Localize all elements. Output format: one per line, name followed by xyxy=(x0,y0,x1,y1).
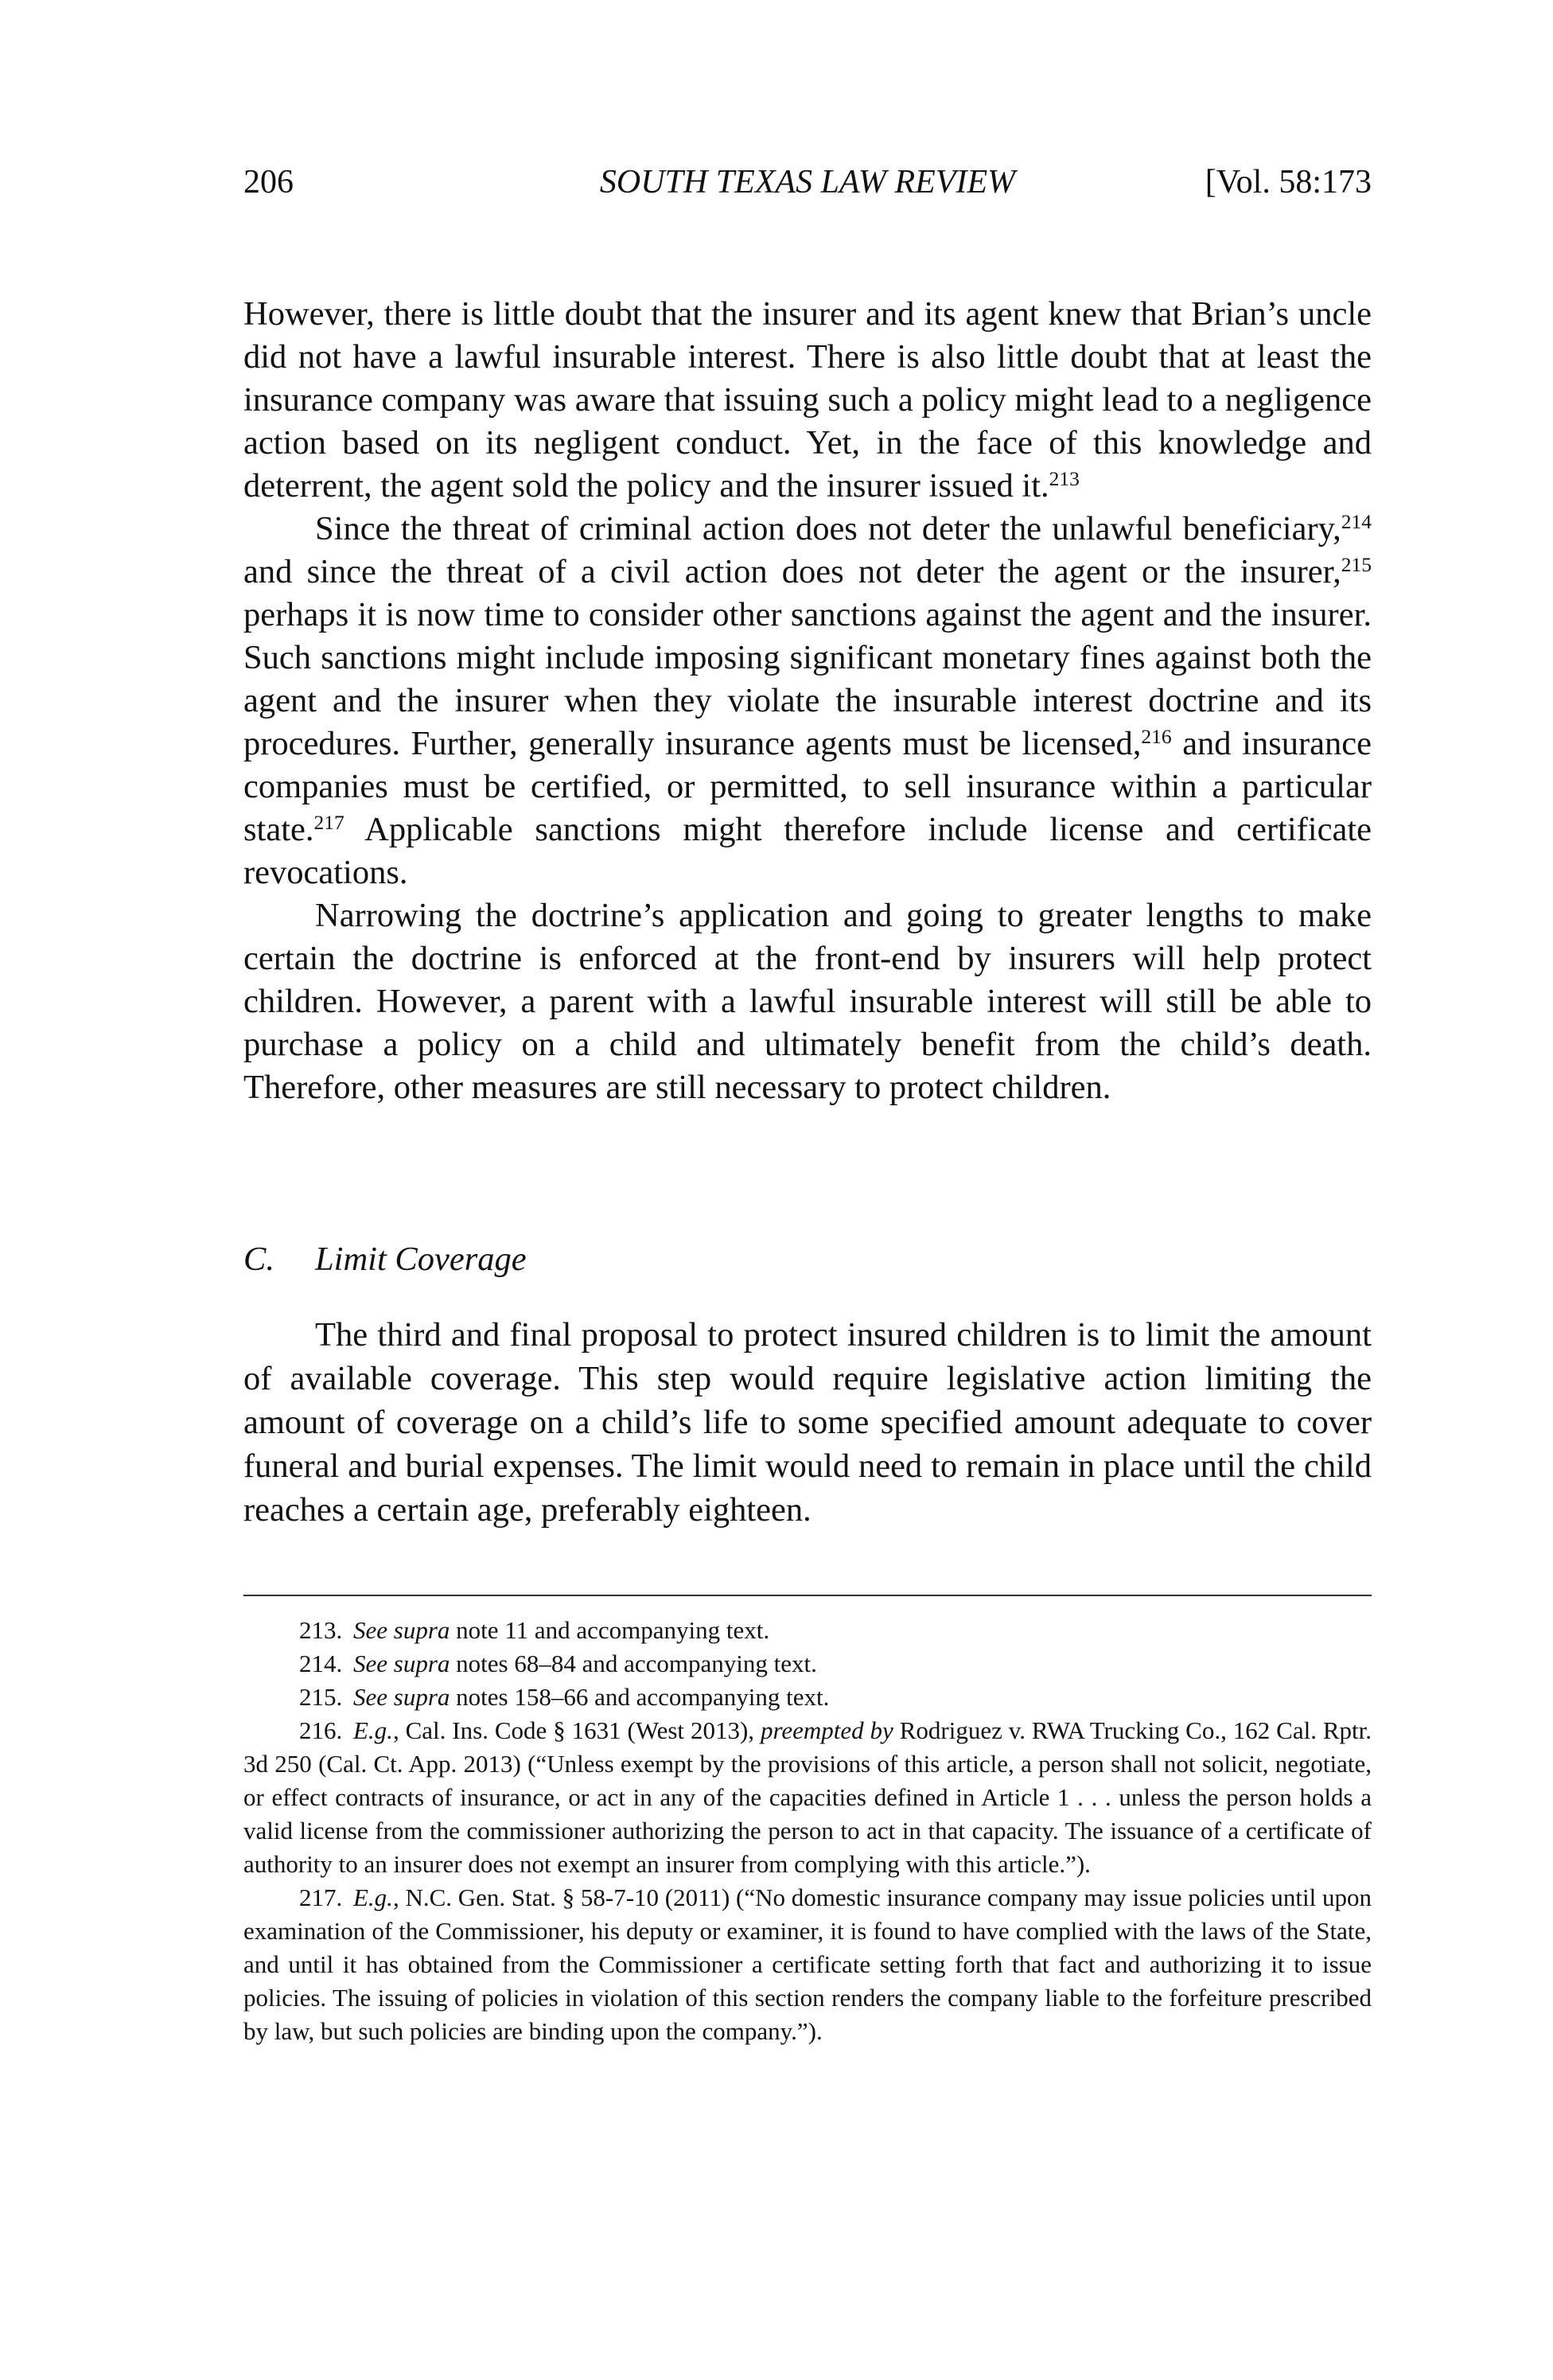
footnote-216 xyxy=(243,1714,1372,1881)
footnote-number: 217. xyxy=(299,1883,343,1911)
section-letter: C. xyxy=(243,1241,274,1278)
footnote-217 xyxy=(243,1881,1372,2048)
footnote-214 xyxy=(243,1647,1372,1681)
footnote-text: notes 158–66 and accompanying text. xyxy=(450,1683,830,1711)
paragraph-text: and since the threat of a civil action does not deter the agent or the insurer, xyxy=(243,553,1341,590)
section-body xyxy=(243,1313,1372,1532)
footnote-text: , N.C. Gen. Stat. § 58-7-10 (2011) (“No domestic insurance company may issue policies until upon examination of the Commissioner, his deputy or examiner, it is found to have complied with the laws of the State, and until it has obtained from the Commissioner a certificate setting forth that fact and authorizing it to issue policies. The issuing of policies in violation of this section renders the company liable to the forfeiture prescribed by law, but such policies are binding upon the company.”). xyxy=(243,1883,1372,2045)
paragraph-text: Applicable sanctions might therefore include license and certificate revocations. xyxy=(243,811,1372,891)
paragraph-sanctions xyxy=(243,508,1372,894)
paragraph-text: perhaps it is now time to consider other sanctions against the agent and the insurer. Such sanctions might include imposing significant monetary fines against both the agent and the insurer when they violate the insurable interest doctrine and its procedures. Further, generally insurance agents must be licensed, xyxy=(243,596,1372,762)
footnotes xyxy=(243,1614,1372,2048)
footnote-ref-213[interactable]: 213 xyxy=(1049,466,1080,490)
paragraph-text: However, there is little doubt that the insurer and its agent knew that Brian’s uncle did not have a lawful insurable interest. There is also little doubt that at least the insurance company was aware that issuing such a policy might lead to a negligence action based on its negligent conduct. Yet, in the face of this knowledge and deterrent, the agent sold the policy and the insurer issued it. xyxy=(243,295,1372,504)
footnote-text: , Cal. Ins. Code § 1631 (West 2013), xyxy=(392,1716,761,1744)
paragraph-narrowing: Narrowing the doctrine’s application and going to greater lengths to make certain the doctrine is enforced at the front-end by insurers will help protect children. However, a parent with a lawful insurable interest will still be able to purchase a policy on a child and ultimately benefit from the child’s death. Therefore, other measures are still necessary to protect children. xyxy=(243,897,1372,1106)
citation-signal: E.g. xyxy=(353,1883,393,1911)
footnote-divider xyxy=(243,1595,1372,1596)
footnote-ref-217[interactable]: 217 xyxy=(313,810,344,834)
footnote-text: Rodriguez v. RWA Trucking Co., 162 Cal. Rptr. 3d 250 (Cal. Ct. App. 2013) (“Unless exempt by the provisions of this article, a person shall not solicit, negotiate, or effect contracts of insurance, or act in any of the capacities defined in Article 1 . . . unless the person holds a valid license from the commissioner authorizing the person to act in that capacity. The issuance of a certificate of authority to an insurer does not exempt an insurer from complying with this article.”). xyxy=(243,1716,1372,1878)
footnote-215 xyxy=(243,1681,1372,1714)
footnote-number: 216. xyxy=(299,1716,343,1744)
citation-signal: E.g. xyxy=(353,1716,393,1744)
footnote-ref-215[interactable]: 215 xyxy=(1341,552,1372,576)
journal-title: SOUTH TEXAS LAW REVIEW xyxy=(599,164,1016,201)
paragraph-text: Since the threat of criminal action does not deter the unlawful beneficiary, xyxy=(315,510,1341,547)
footnote-ref-216[interactable]: 216 xyxy=(1141,724,1172,748)
footnote-number: 213. xyxy=(299,1616,343,1644)
citation-signal-preempted: preempted by xyxy=(760,1716,893,1744)
paragraph-continued xyxy=(243,293,1372,508)
citation-signal: See supra xyxy=(353,1616,450,1644)
footnote-number: 214. xyxy=(299,1650,343,1677)
running-header xyxy=(243,163,1372,211)
footnote-text: note 11 and accompanying text. xyxy=(450,1616,770,1644)
main-text xyxy=(243,293,1372,1109)
citation-signal: See supra xyxy=(353,1683,450,1711)
volume-citation: [Vol. 58:173 xyxy=(1205,164,1372,201)
footnote-number: 215. xyxy=(299,1683,343,1711)
footnote-ref-214[interactable]: 214 xyxy=(1341,509,1372,533)
paragraph-limit-coverage: The third and final proposal to protect insured children is to limit the amount of available coverage. This step would require legislative action limiting the amount of coverage on a child’s life to some specified amount adequate to cover funeral and burial expenses. The limit would need to remain in place until the child reaches a certain age, preferably eighteen. xyxy=(243,1316,1372,1529)
paragraph-text: and insurance companies must be certified, or permitted, to sell insurance within a particular state. xyxy=(243,725,1372,848)
footnote-text: notes 68–84 and accompanying text. xyxy=(450,1650,817,1677)
footnote-213 xyxy=(243,1614,1372,1647)
page-number: 206 xyxy=(243,164,294,201)
section-title: Limit Coverage xyxy=(315,1241,527,1278)
section-heading xyxy=(243,1238,1372,1281)
citation-signal: See supra xyxy=(353,1650,450,1677)
